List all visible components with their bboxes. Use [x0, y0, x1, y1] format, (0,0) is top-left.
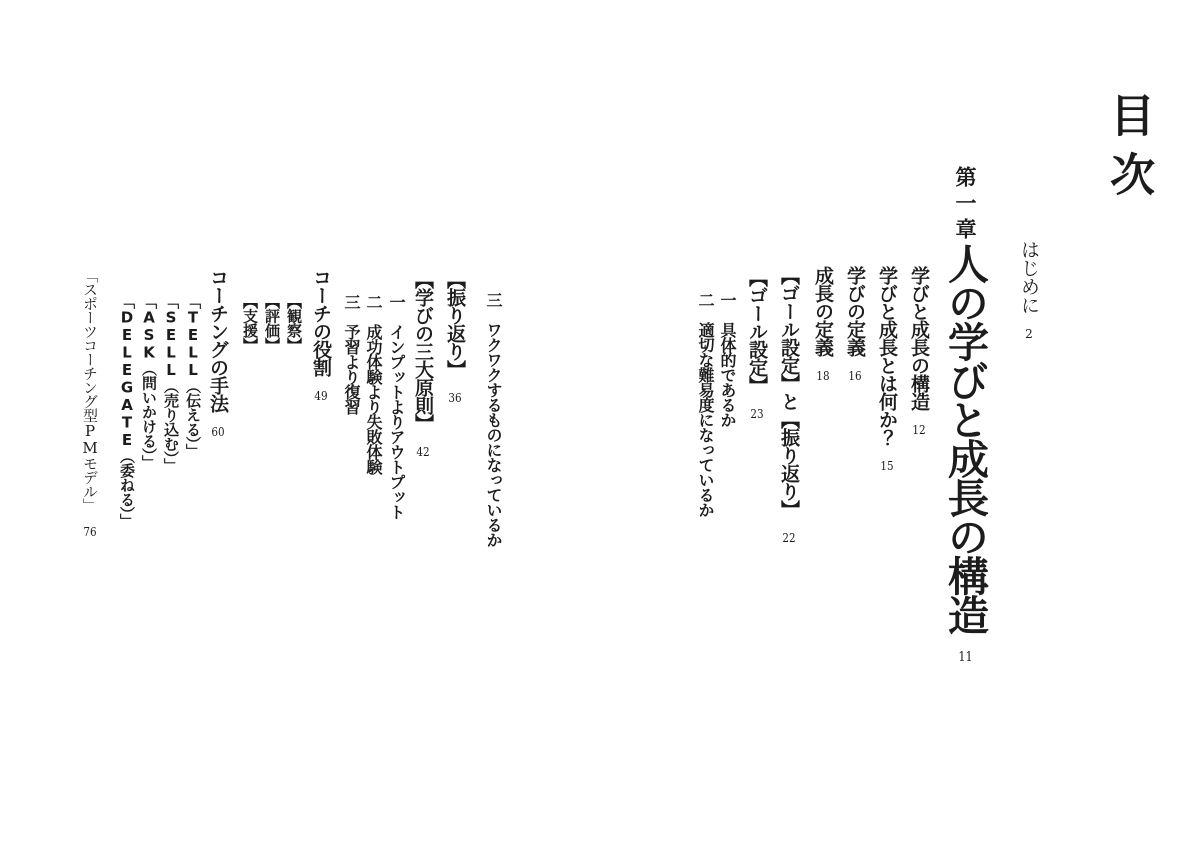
toc-entry — [810, 266, 837, 382]
toc-page-title: 目次 — [1102, 92, 1155, 210]
toc-entry — [744, 268, 771, 420]
toc-subentry: 「DELEGATE（委ねる）」 — [118, 294, 136, 528]
toc-entry-page-number: 16 — [848, 370, 862, 382]
toc-entry — [842, 266, 869, 382]
toc-subentry: 一 具体的であるか — [718, 292, 737, 427]
toc-entry-label: 学びと成長とは何か？ — [876, 266, 898, 446]
toc-entry-page-number: 60 — [211, 426, 225, 438]
toc-subentry: 【観察】 — [285, 294, 303, 352]
toc-subentry: 三 ワクワクするものになっているか — [484, 292, 503, 547]
toc-entry — [80, 268, 101, 538]
toc-entry-label: 学びと成長の構造 — [908, 266, 930, 410]
chapter-title-label: 人の学びと成長の構造 — [941, 243, 989, 633]
toc-subentry: 「ASK（問いかける）」 — [140, 294, 158, 470]
toc-entry — [205, 268, 232, 438]
toc-entry — [776, 266, 803, 544]
toc-entry-page-number: 42 — [416, 446, 430, 458]
toc-entry-label: 【振り返り】 — [444, 270, 466, 378]
chapter-number: 第一章 — [953, 166, 978, 244]
toc-entry-label: 【ゴール設定】 — [746, 268, 768, 394]
toc-entry — [410, 270, 437, 458]
toc-entry-label: 成長の定義 — [812, 266, 834, 356]
toc-entry-label: 学びの定義 — [844, 266, 866, 356]
toc-subentry: 三 予習より復習 — [342, 294, 361, 414]
toc-subentry: 二 成功体験より失敗体験 — [364, 294, 383, 474]
toc-entry-page-number: 2 — [1025, 328, 1033, 340]
toc-entry-label: 【学びの三大原則】 — [412, 270, 434, 432]
toc-entry — [906, 266, 933, 436]
toc-entry-page-number: 18 — [816, 370, 830, 382]
toc-entry-label: コーチの役割 — [310, 268, 332, 376]
toc-entry-page-number: 49 — [314, 390, 328, 402]
toc-entry-page-number: 22 — [782, 532, 796, 544]
chapter-title — [936, 243, 995, 664]
toc-entry-label: コーチングの手法 — [207, 268, 229, 412]
toc-entry — [442, 270, 469, 404]
toc-entry — [874, 266, 901, 472]
toc-entry-label: はじめに — [1018, 240, 1040, 314]
toc-entry-page-number: 15 — [880, 460, 894, 472]
toc-subentry: 「SELL（売り込む）」 — [162, 294, 180, 473]
toc-entry-label: 【ゴール設定】と【振り返り】 — [778, 266, 800, 518]
toc-subentry: 一 インプットよりアウトプット — [387, 294, 406, 519]
toc-entry-introduction — [1016, 240, 1043, 340]
toc-subentry: 「TELL（伝える）」 — [184, 294, 202, 458]
toc-subentry: 二 適切な難易度になっているか — [696, 292, 715, 517]
toc-entry-page-number: 12 — [912, 424, 926, 436]
toc-entry-page-number: 23 — [750, 408, 764, 420]
toc-subentry: 【評価】 — [263, 294, 281, 352]
toc-entry-label: 「スポーツコーチング型PMモデル」 — [81, 268, 99, 512]
chapter-page-number: 11 — [958, 651, 973, 664]
toc-entry — [308, 268, 335, 402]
toc-subentry: 【支援】 — [241, 294, 259, 352]
toc-entry-page-number: 76 — [83, 526, 97, 538]
toc-entry-page-number: 36 — [448, 392, 462, 404]
